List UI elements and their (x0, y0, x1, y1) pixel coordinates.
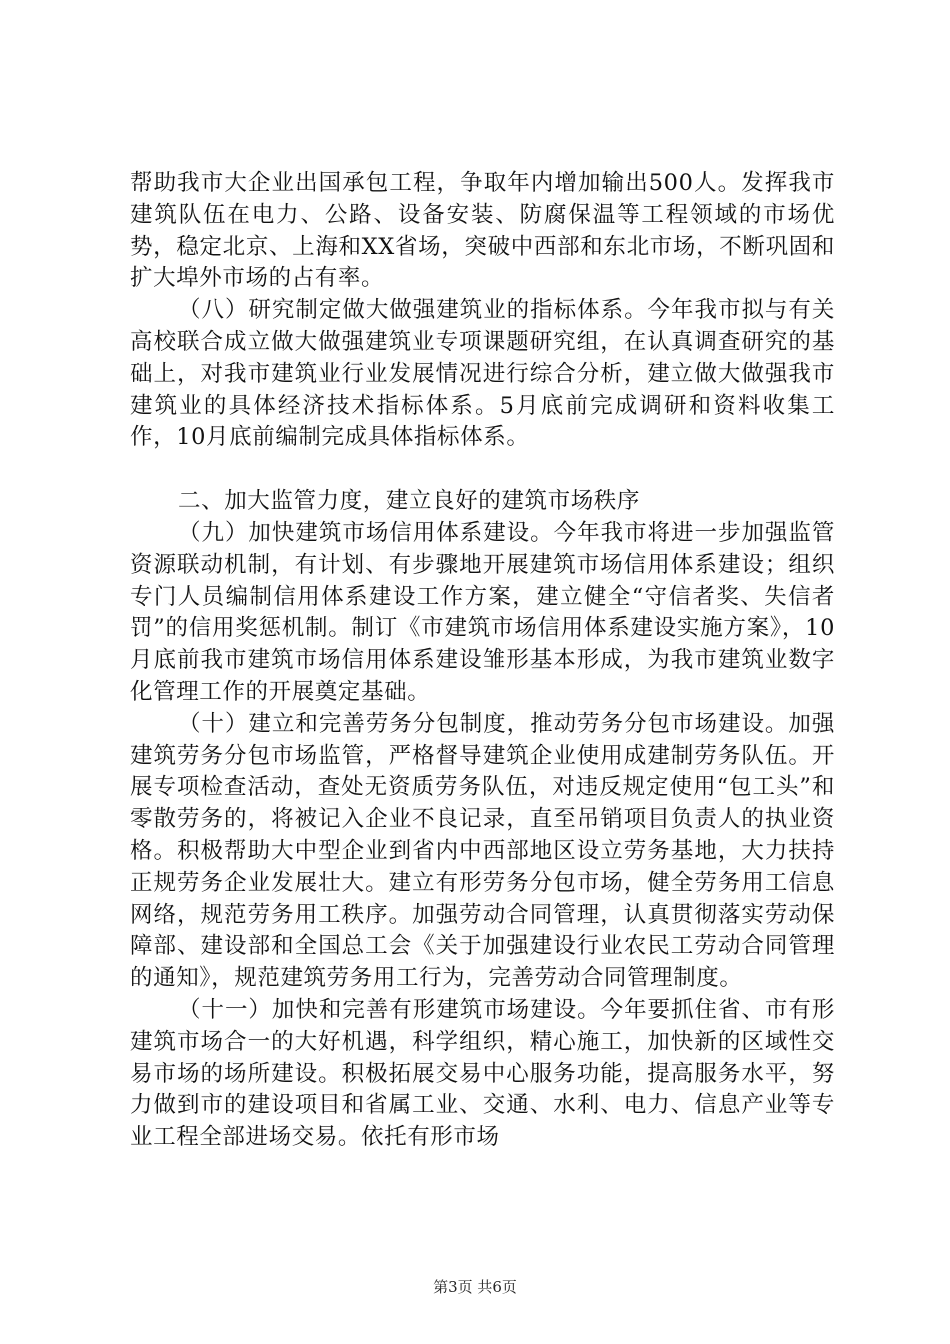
section-heading-2: 二、加大监管力度，建立良好的建筑市场秩序 (178, 488, 641, 515)
paragraph-item-8: （八）研究制定做大做强建筑业的指标体系。今年我市拟与有关高校联合成立做大做强建筑业专项课题研究组，在认真调查研究的基础上，对我市建筑业行业发展情况进行综合分析，建立做大做强我市建筑业的具体经济技术指标体系。5月底前完成调研和资料收集工作，10月底前编制完成具体指标体系。 (130, 297, 835, 451)
paragraph-continuation: 帮助我市大企业出国承包工程，争取年内增加输出500人。发挥我市建筑队伍在电力、公路、设备安装、防腐保温等工程领域的市场优势，稳定北京、上海和XX省场，突破中西部和东北市场，不断巩固和扩大埠外市场的占有率。 (130, 170, 835, 292)
paragraph-item-11: （十一）加快和完善有形建筑市场建设。今年要抓住省、市有形建筑市场合一的大好机遇，科学组织，精心施工，加快新的区域性交易市场的场所建设。积极拓展交易中心服务功能，提高服务水平，努力做到市的建设项目和省属工业、交通、水利、电力、信息产业等专业工程全部进场交易。依托有形市场 (130, 996, 835, 1151)
paragraph-item-9: （九）加快建筑市场信用体系建设。今年我市将进一步加强监管资源联动机制，有计划、有步骤地开展建筑市场信用体系建设；组织专门人员编制信用体系建设工作方案，建立健全“守信者奖、失信者罚”的信用奖惩机制。制订《市建筑市场信用体系建设实施方案》，10月底前我市建筑市场信用体系建设雏形基本形成，为我市建筑业数字化管理工作的开展奠定基础。 (130, 519, 835, 705)
document-body (130, 168, 835, 1154)
page-number-footer: 第3页 共6页 (433, 1278, 517, 1296)
paragraph-item-10: （十）建立和完善劳务分包制度，推动劳务分包市场建设。加强建筑劳务分包市场监管，严格督导建筑企业使用成建制劳务队伍。开展专项检查活动，查处无资质劳务队伍，对违反规定使用“包工头”和零散劳务的，将被记入企业不良记录，直至吊销项目负责人的执业资格。积极帮助大中型企业到省内中西部地区设立劳务基地，大力扶持正规劳务企业发展壮大。建立有形劳务分包市场，健全劳务用工信息网络，规范劳务用工秩序。加强劳动合同管理，认真贯彻落实劳动保障部、建设部和全国总工会《关于加强建设行业农民工劳动合同管理的通知》，规范建筑劳务用工行为，完善劳动合同管理制度。 (130, 710, 835, 992)
